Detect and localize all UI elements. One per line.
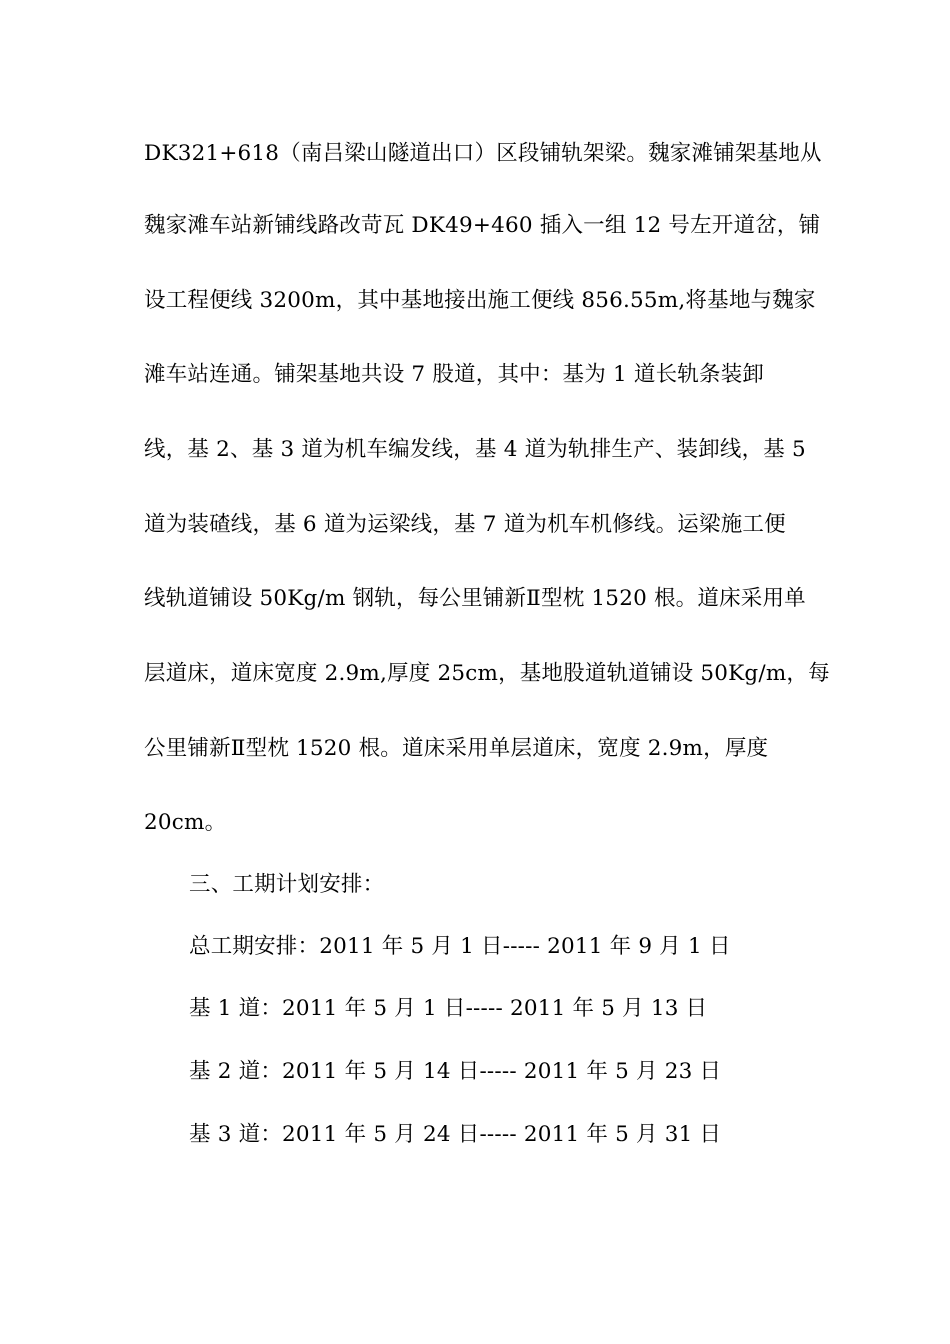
paragraph-line: 层道床，道床宽度 2.9m,厚度 25cm，基地股道轨道铺设 50Kg/m，每 <box>144 661 830 686</box>
schedule-line-total: 总工期安排：2011 年 5 月 1 日----- 2011 年 9 月 1 日 <box>189 934 731 959</box>
paragraph-line: 线，基 2、基 3 道为机车编发线，基 4 道为轨排生产、装卸线，基 5 <box>144 437 806 462</box>
paragraph-line: 线轨道铺设 50Kg/m 钢轨，每公里铺新Ⅱ型枕 1520 根。道床采用单 <box>144 586 806 611</box>
paragraph-line: 20cm。 <box>144 810 227 835</box>
schedule-line-track-2: 基 2 道：2011 年 5 月 14 日----- 2011 年 5 月 23 日 <box>189 1059 722 1084</box>
paragraph-line: 魏家滩车站新铺线路改苛瓦 DK49+460 插入一组 12 号左开道岔，铺 <box>144 213 821 238</box>
paragraph-line: 滩车站连通。铺架基地共设 7 股道，其中：基为 1 道长轨条装卸 <box>144 362 765 387</box>
paragraph-line: DK321+618（南吕梁山隧道出口）区段铺轨架梁。魏家滩铺架基地从 <box>144 141 822 166</box>
paragraph-line: 设工程便线 3200m，其中基地接出施工便线 856.55m,将基地与魏家 <box>144 288 816 313</box>
paragraph-line: 公里铺新Ⅱ型枕 1520 根。道床采用单层道床，宽度 2.9m，厚度 <box>144 736 769 761</box>
paragraph-line: 道为装碴线，基 6 道为运梁线，基 7 道为机车机修线。运梁施工便 <box>144 512 786 537</box>
section-heading: 三、工期计划安排： <box>189 872 385 897</box>
schedule-line-track-3: 基 3 道：2011 年 5 月 24 日----- 2011 年 5 月 31 日 <box>189 1122 722 1147</box>
schedule-line-track-1: 基 1 道：2011 年 5 月 1 日----- 2011 年 5 月 13 日 <box>189 996 708 1021</box>
